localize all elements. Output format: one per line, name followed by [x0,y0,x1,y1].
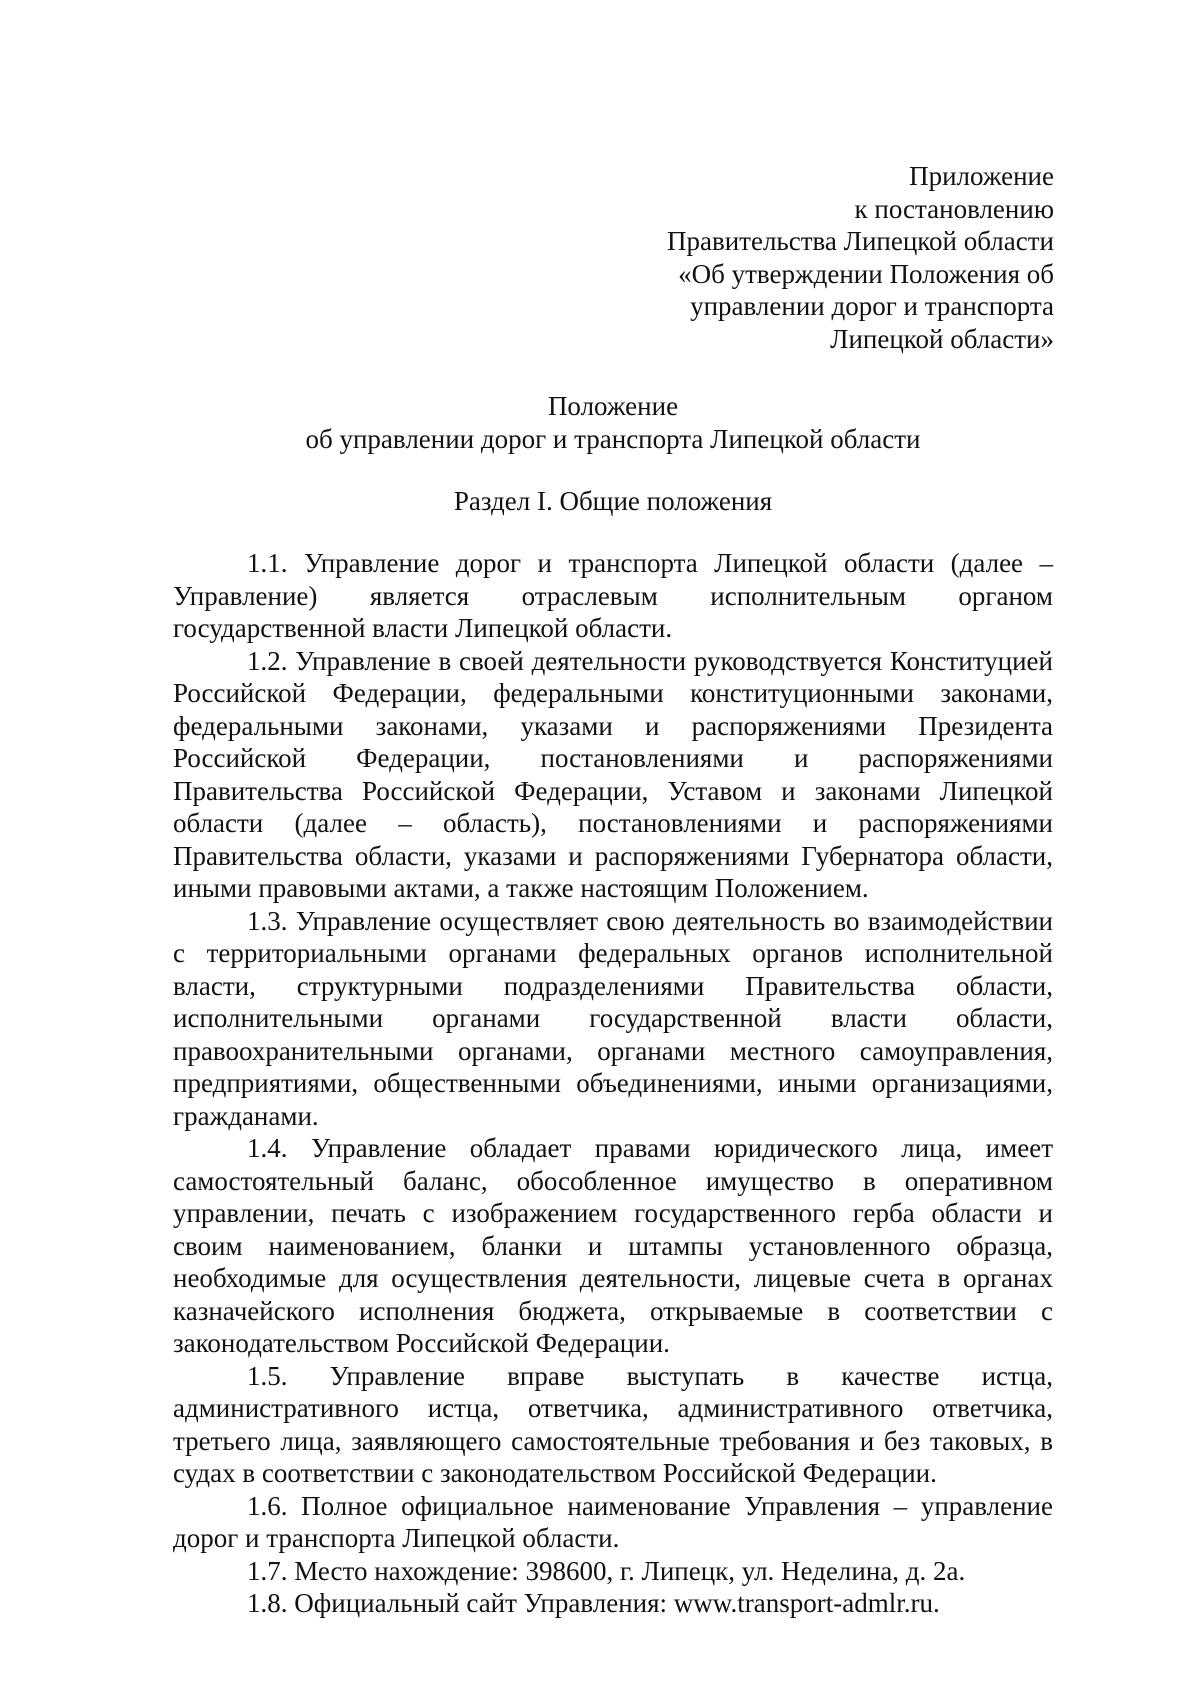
appendix-line: «Об утверждении Положения об [678,258,1054,289]
paragraph-1-2: 1.2. Управление в своей деятельности руководствуется Конституцией Российской Федерации, федеральными конституционными законами, федеральными законами, указами и распоряжениями Президента Российской Федерации, постановлениями и распоряжениями Правительства Российской Федерации, Уставом и законами Липецкой области (далее – область), постановлениями и распоряжениями Правительства области, указами и распоряжениями Губернатора области, иными правовыми актами, а также настоящим Положением. [173,645,1053,903]
appendix-line: Правительства Липецкой области [666,226,1054,257]
paragraph-1-5: 1.5. Управление вправе выступать в качестве истца, административного истца, ответчика, административного ответчика, третьего лица, заявляющего самостоятельные требования и без таковых, в судах в соответствии с законодательством Российской Федерации. [173,1360,1053,1488]
paragraph-1-8: 1.8. Официальный сайт Управления: www.transport-admlr.ru. [247,1588,940,1618]
title-line-2: об управлении дорог и транспорта Липецкой области [305,424,921,454]
appendix-line: Приложение [909,161,1054,191]
appendix-block [534,160,1054,356]
appendix-line: управлении дорог и транспорта [690,291,1054,322]
paragraph-1-1: 1.1. Управление дорог и транспорта Липецкой области (далее – Управление) является отраслевым исполнительным органом государственной власти Липецкой области. [173,548,1053,643]
paragraph-1-7: 1.7. Место нахождение: 398600, г. Липецк, ул. Неделина, д. 2а. [247,1555,966,1586]
title-line-1: Положение [547,391,679,421]
paragraph-1-6: 1.6. Полное официальное наименование Управления – управление дорог и транспорта Липецкой области. [173,1490,1053,1553]
document-body [173,547,1053,1620]
section-heading: Раздел I. Общие положения [453,486,773,516]
appendix-line: к постановлению [854,193,1054,224]
appendix-line: Липецкой области» [830,323,1054,354]
paragraph-1-4: 1.4. Управление обладает правами юридического лица, имеет самостоятельный баланс, обособленное имущество в оперативном управлении, печать с изображением государственного герба области и своим наименованием, бланки и штампы установленного образца, необходимые для осуществления деятельности, лицевые счета в органах казначейского исполнения бюджета, открываемые в соответствии с законодательством Российской Федерации. [173,1133,1053,1358]
paragraph-1-3: 1.3. Управление осуществляет свою деятельность во взаимодействии с территориальными органами федеральных органов исполнительной власти, структурными подразделениями Правительства области, исполнительными органами государственной власти области, правоохранительными органами, органами местного самоуправления, предприятиями, общественными объединениями, иными организациями, гражданами. [173,905,1053,1131]
document-title [173,390,1053,456]
